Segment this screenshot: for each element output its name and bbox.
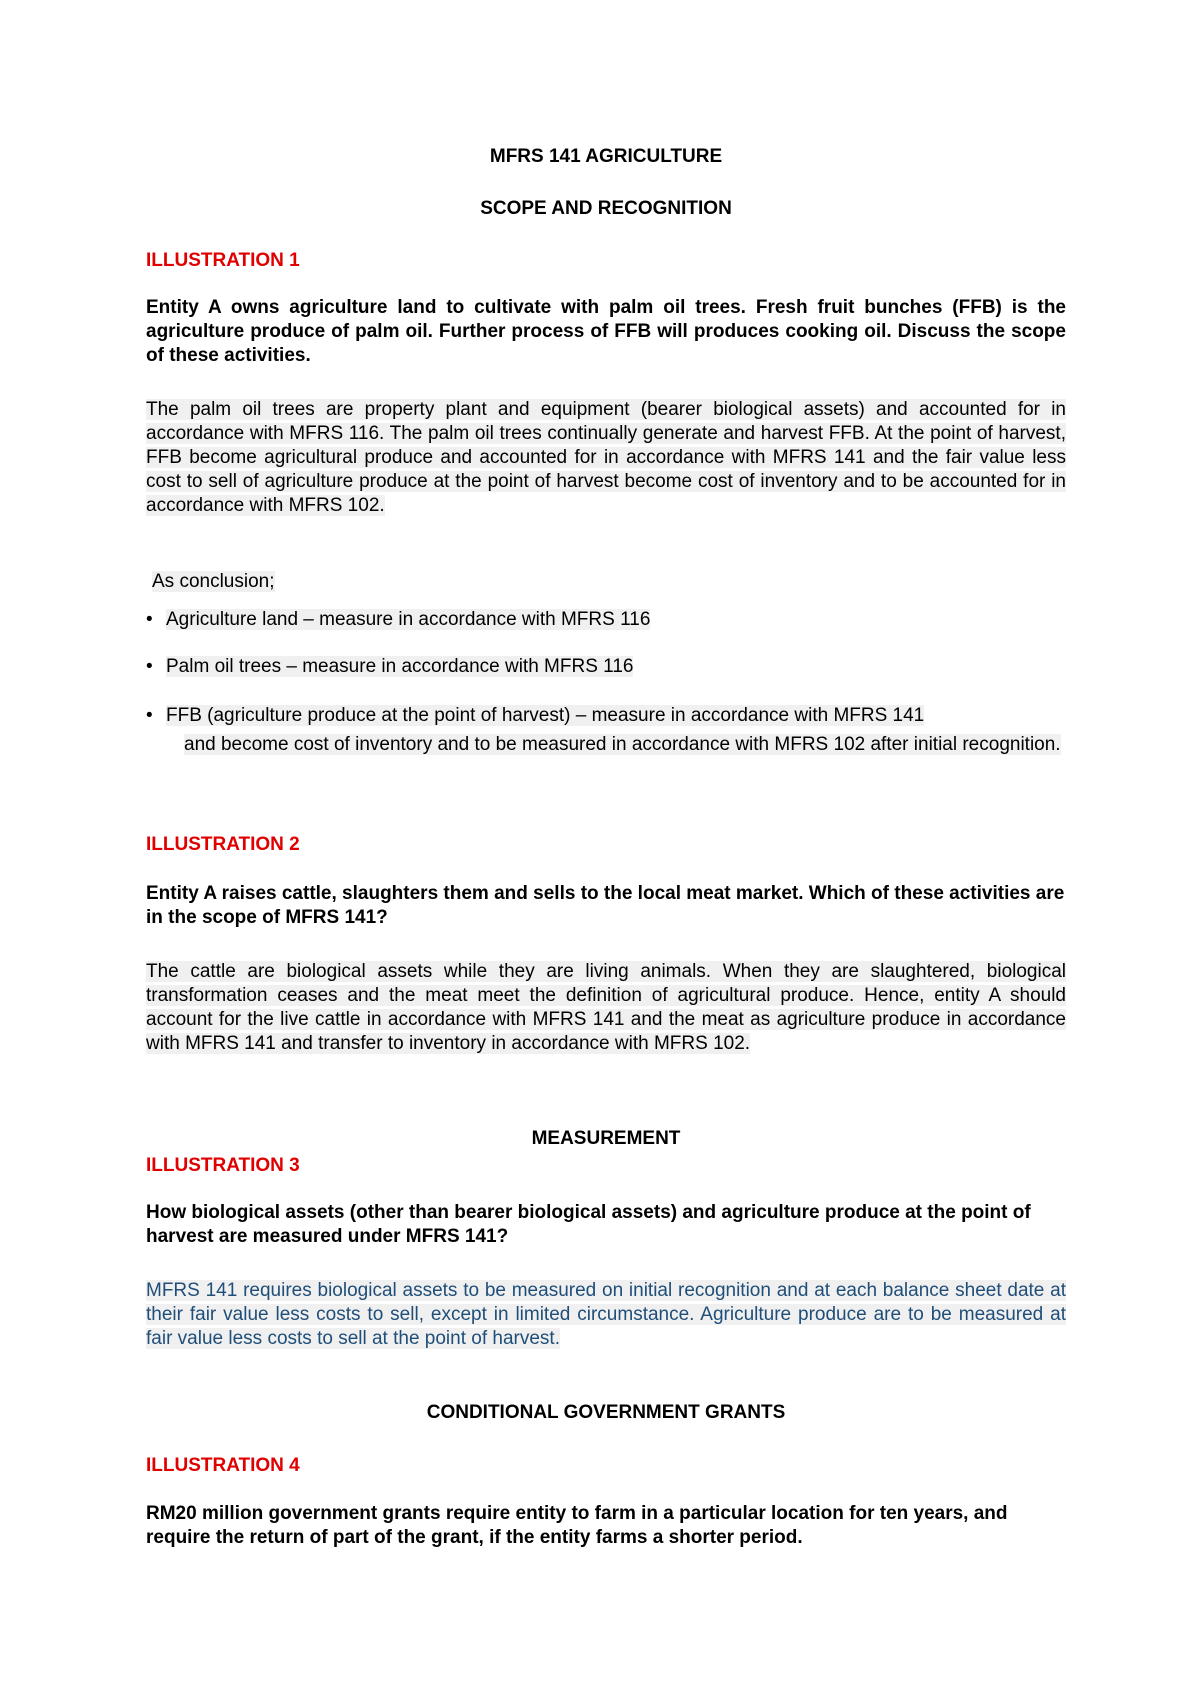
illustration-1-answer-text: The palm oil trees are property plant and equipment (bearer biological assets) and accounted for in accordance with MFRS 116. The palm oil trees continually generate and harvest FFB. At the point of harvest, FFB become agricultural produce and accounted for in accordance with MFRS 141 and the fair value less cost to sell of agriculture produce at the point of harvest become cost of inventory and to be accounted for in accordance with MFRS 102. [146,399,1066,516]
illustration-1-question: Entity A owns agriculture land to cultivate with palm oil trees. Fresh fruit bunches (FFB) is the agriculture produce of palm oil. Further process of FFB will produces cooking oil. Discuss the scope of these activities. [146,297,1066,366]
conclusion-bullet-2: • Palm oil trees – measure in accordance with MFRS 116 [146,656,634,677]
section-heading-grants: CONDITIONAL GOVERNMENT GRANTS [426,1402,786,1423]
conclusion-intro: As conclusion; [152,571,275,592]
conclusion-bullet-1: • Agriculture land – measure in accordance with MFRS 116 [146,609,651,630]
illustration-3-answer-text: MFRS 141 requires biological assets to be measured on initial recognition and at each balance sheet date at their fair value less costs to sell, except in limited circumstance. Agriculture produce are to be measured at fair value less costs to sell at the point of harvest. [146,1280,1066,1349]
illustration-4-label: ILLUSTRATION 4 [146,1455,300,1476]
bullet-icon: • [146,609,153,630]
bullet-icon: • [146,656,153,677]
conclusion-bullet-3-continued: and become cost of inventory and to be measured in accordance with MFRS 102 after initial recognition. [184,734,1061,755]
illustration-3-label: ILLUSTRATION 3 [146,1155,300,1176]
illustration-2-question: Entity A raises cattle, slaughters them and sells to the local meat market. Which of these activities are in the scope of MFRS 141? [146,883,1065,928]
illustration-1-answer [146,398,1066,518]
document-title: MFRS 141 AGRICULTURE [489,146,723,167]
illustration-2-answer [146,960,1066,1056]
illustration-3-answer [146,1279,1066,1351]
section-heading-measurement: MEASUREMENT [531,1128,681,1149]
illustration-1-label: ILLUSTRATION 1 [146,250,300,271]
conclusion-bullet-3: • FFB (agriculture produce at the point of harvest) – measure in accordance with MFRS 141 [146,705,925,726]
illustration-4-question: RM20 million government grants require entity to farm in a particular location for ten years, and require the return of part of the grant, if the entity farms a shorter period. [146,1503,1008,1548]
bullet-icon: • [146,705,153,726]
illustration-2-answer-text: The cattle are biological assets while they are living animals. When they are slaughtered, biological transformation ceases and the meat meet the definition of agricultural produce. Hence, entity A should account for the live cattle in accordance with MFRS 141 and the meat as agriculture produce in accordance with MFRS 141 and transfer to inventory in accordance with MFRS 102. [146,961,1066,1054]
illustration-3-question: How biological assets (other than bearer biological assets) and agriculture produce at the point of harvest are measured under MFRS 141? [146,1202,1031,1247]
section-heading-scope: SCOPE AND RECOGNITION [480,198,732,219]
illustration-2-label: ILLUSTRATION 2 [146,834,300,855]
